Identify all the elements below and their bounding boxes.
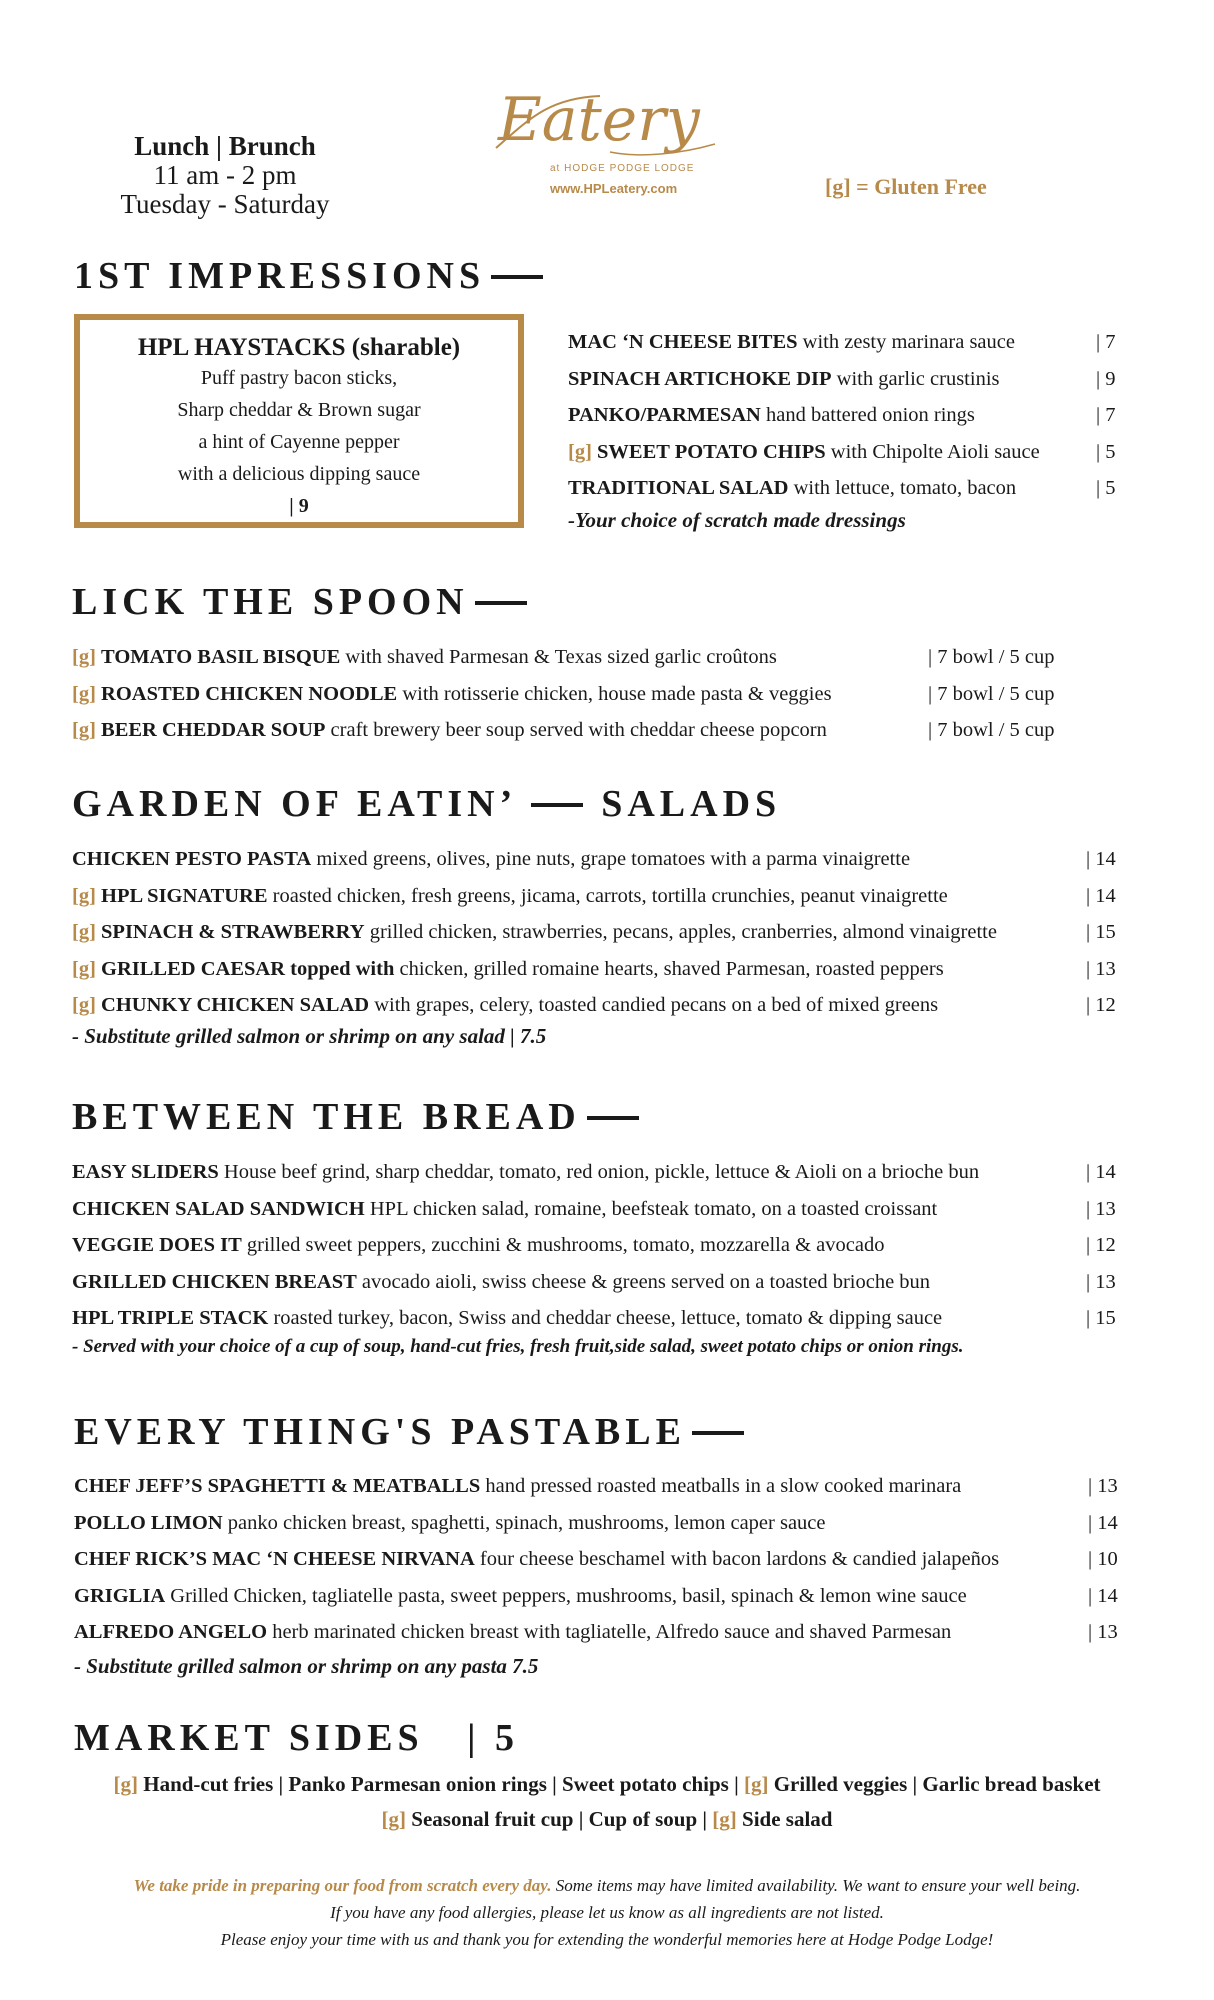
section-title-bread xyxy=(72,1095,639,1139)
menu-item-desc: hand battered onion rings xyxy=(765,404,975,426)
hours-days: Tuesday - Saturday xyxy=(120,189,330,219)
impressions-note: -Your choice of scratch made dressings xyxy=(568,508,906,532)
menu-item xyxy=(72,882,948,910)
gf-mark: [g] xyxy=(72,957,96,980)
section-title-pasta xyxy=(74,1410,744,1454)
menu-item-name: CHICKEN PESTO PASTA xyxy=(72,848,312,870)
menu-item-price: | 12 xyxy=(1086,994,1116,1016)
menu-item xyxy=(568,474,1016,502)
menu-item-name: CHEF RICK’S MAC ‘N CHEESE NIRVANA xyxy=(74,1548,475,1570)
haystacks-line: with a delicious dipping sauce xyxy=(177,463,421,485)
menu-item-desc: HPL chicken salad, romaine, beefsteak tomato, on a toasted croissant xyxy=(369,1197,938,1220)
menu-item xyxy=(74,1582,967,1610)
menu-item xyxy=(74,1509,826,1537)
hours-title: Lunch | Brunch xyxy=(134,131,316,161)
menu-item-name: GRIGLIA xyxy=(74,1584,166,1607)
menu-item-price: | 7 bowl / 5 cup xyxy=(928,719,1055,741)
hours-time: 11 am - 2 pm xyxy=(153,160,297,190)
menu-item-desc: roasted turkey, bacon, Swiss and cheddar cheese, lettuce, tomato & dipping sauce xyxy=(273,1307,943,1329)
menu-item-price: | 13 xyxy=(1088,1475,1118,1497)
menu-item-desc: grilled sweet peppers, zucchini & mushrooms, tomato, mozzarella & avocado xyxy=(246,1234,885,1256)
menu-item-price: | 12 xyxy=(1086,1234,1116,1256)
section-title-text: LICK THE SPOON xyxy=(72,581,469,623)
haystacks-line: a hint of Cayenne pepper xyxy=(198,431,400,453)
menu-item-price: | 14 xyxy=(1086,884,1116,907)
menu-item-name: CHUNKY CHICKEN SALAD xyxy=(101,994,370,1016)
gf-mark: [g] xyxy=(825,174,851,199)
eatery-logo-script xyxy=(490,78,730,168)
footer-text: Some items may have limited availability. We want to ensure your well being. xyxy=(555,1876,1081,1895)
section-title-text: MARKET SIDES xyxy=(74,1717,424,1759)
menu-item-price: | 14 xyxy=(1086,848,1116,870)
gf-mark: [g] xyxy=(72,682,96,705)
menu-item xyxy=(72,1268,930,1296)
menu-item-price: | 10 xyxy=(1088,1548,1118,1570)
menu-item-desc: hand pressed roasted meatballs in a slow cooked marinara xyxy=(485,1475,962,1497)
menu-item-name: HPL TRIPLE STACK xyxy=(72,1307,269,1329)
bread-note: - Served with your choice of a cup of soup, hand-cut fries, fresh fruit,side salad, sweet potato chips or onion rings. xyxy=(72,1336,964,1357)
menu-item-desc: chicken, grilled romaine hearts, shaved Parmesan, roasted peppers xyxy=(399,957,944,980)
section-title-text: BETWEEN THE BREAD xyxy=(72,1096,581,1138)
menu-item-desc: herb marinated chicken breast with tagliatelle, Alfredo sauce and shaved Parmesan xyxy=(272,1621,952,1643)
menu-item-price: | 15 xyxy=(1086,1307,1116,1329)
menu-item-name: TRADITIONAL SALAD xyxy=(568,477,789,499)
hours-block xyxy=(90,132,360,219)
menu-item-name: MAC ‘N CHEESE BITES xyxy=(568,331,798,353)
section-title-soups xyxy=(72,580,527,624)
menu-item-desc: craft brewery beer soup served with cheddar cheese popcorn xyxy=(330,719,827,741)
menu-item xyxy=(72,680,832,708)
menu-item-price: | 7 bowl / 5 cup xyxy=(928,682,1055,705)
footer-line-3: Please enjoy your time with us and thank you for extending the wonderful memories here at Hodge Podge Lodge! xyxy=(220,1930,994,1949)
logo-wordmark: Eatery xyxy=(498,85,700,155)
menu-item xyxy=(72,991,938,1019)
menu-item xyxy=(72,845,910,873)
title-dash xyxy=(692,1431,744,1435)
menu-item-name: CHEF JEFF’S SPAGHETTI & MEATBALLS xyxy=(74,1475,481,1497)
menu-item-price: | 15 xyxy=(1086,921,1116,943)
menu-item-price: | 7 xyxy=(1096,331,1116,353)
menu-item-desc: with rotisserie chicken, house made pasta & veggies xyxy=(402,682,832,705)
menu-item xyxy=(72,955,944,983)
menu-item-price: | 14 xyxy=(1088,1584,1118,1607)
haystacks-line: Puff pastry bacon sticks, xyxy=(200,367,398,389)
menu-item-desc: panko chicken breast, spaghetti, spinach, mushrooms, lemon caper sauce xyxy=(227,1511,826,1534)
sides-price: | 5 xyxy=(467,1717,520,1759)
gf-mark: [g] xyxy=(743,1772,769,1796)
menu-item-name: SPINACH ARTICHOKE DIP xyxy=(568,367,832,390)
menu-item xyxy=(72,1195,937,1223)
menu-item xyxy=(72,716,827,744)
title-dash xyxy=(587,1116,639,1120)
section-title-text-2: SALADS xyxy=(601,783,782,825)
menu-item xyxy=(568,438,1040,466)
title-dash xyxy=(491,275,543,279)
section-title-text: 1ST IMPRESSIONS xyxy=(74,255,486,297)
menu-item-name: TOMATO BASIL BISQUE xyxy=(101,646,341,668)
sides-line-1 xyxy=(0,1772,1214,1797)
menu-item-price: | 13 xyxy=(1086,1197,1116,1220)
menu-item-price: | 7 xyxy=(1096,404,1116,426)
title-dash xyxy=(475,601,527,605)
menu-item-name: POLLO LIMON xyxy=(74,1511,223,1534)
haystacks-title: HPL HAYSTACKS (sharable) xyxy=(137,334,461,361)
menu-item-desc: with lettuce, tomato, bacon xyxy=(793,477,1017,499)
menu-item-name: SPINACH & STRAWBERRY xyxy=(101,921,365,943)
menu-item-name: ROASTED CHICKEN NOODLE xyxy=(101,682,398,705)
eatery-logo xyxy=(490,78,730,208)
logo-subtitle: at HODGE PODGE LODGE xyxy=(550,163,695,174)
gluten-free-legend xyxy=(825,174,987,200)
menu-item-desc: Grilled Chicken, tagliatelle pasta, sweet peppers, mushrooms, basil, spinach & lemon wine sauce xyxy=(170,1584,967,1607)
gf-mark: [g] xyxy=(568,440,592,463)
gf-mark: [g] xyxy=(72,646,96,668)
section-title-text: EVERY THING'S PASTABLE xyxy=(74,1411,686,1453)
menu-item-desc: grilled chicken, strawberries, pecans, apples, cranberries, almond vinaigrette xyxy=(369,921,997,943)
footer-line-2: If you have any food allergies, please let us know as all ingredients are not listed. xyxy=(330,1903,884,1922)
menu-item-price: | 13 xyxy=(1086,957,1116,980)
gf-mark: [g] xyxy=(72,719,96,741)
menu-item xyxy=(74,1472,961,1500)
sides-text: Seasonal fruit cup | Cup of soup | xyxy=(411,1807,708,1831)
menu-item-price: | 13 xyxy=(1086,1270,1116,1293)
menu-item-name: GRILLED CAESAR topped with xyxy=(101,957,395,980)
menu-item-desc: with grapes, celery, toasted candied pecans on a bed of mixed greens xyxy=(374,994,939,1016)
website-link[interactable]: www.HPLeatery.com xyxy=(550,181,678,196)
menu-item xyxy=(72,1158,979,1186)
menu-item-price: | 7 bowl / 5 cup xyxy=(928,646,1055,668)
menu-item xyxy=(568,328,1015,356)
sides-text: Side salad xyxy=(742,1807,833,1831)
sides-text: Hand-cut fries | Panko Parmesan onion rings | Sweet potato chips | xyxy=(143,1772,739,1796)
menu-item-desc: roasted chicken, fresh greens, jicama, carrots, tortilla crunchies, peanut vinaigrette xyxy=(272,884,948,907)
menu-item-name: ALFREDO ANGELO xyxy=(74,1621,268,1643)
menu-item-desc: House beef grind, sharp cheddar, tomato, red onion, pickle, lettuce & Aioli on a brioche bun xyxy=(223,1161,980,1183)
haystacks-box xyxy=(74,314,524,528)
section-title-text: GARDEN OF EATIN’ xyxy=(72,783,518,825)
menu-item-price: | 14 xyxy=(1088,1511,1118,1534)
section-title-impressions xyxy=(74,254,543,298)
menu-item xyxy=(74,1545,999,1573)
menu-item-price: | 5 xyxy=(1096,440,1116,463)
menu-item xyxy=(568,401,975,429)
section-title-salads xyxy=(72,782,781,826)
gf-mark: [g] xyxy=(113,1772,138,1796)
menu-item-desc: with garlic crustinis xyxy=(836,367,1000,390)
footer-line-1 xyxy=(0,1876,1214,1896)
menu-item-price: | 13 xyxy=(1088,1621,1118,1643)
menu-item-desc: avocado aioli, swiss cheese & greens served on a toasted brioche bun xyxy=(361,1270,931,1293)
menu-item-price: | 5 xyxy=(1096,477,1116,499)
menu-item xyxy=(72,918,997,946)
menu-item-name: EASY SLIDERS xyxy=(72,1161,219,1183)
menu-item-name: HPL SIGNATURE xyxy=(101,884,268,907)
menu-item-name: GRILLED CHICKEN BREAST xyxy=(72,1270,357,1293)
gf-mark: [g] xyxy=(381,1807,407,1831)
haystacks-price: | 9 xyxy=(289,495,309,517)
gf-mark: [g] xyxy=(72,884,96,907)
menu-item-name: CHICKEN SALAD SANDWICH xyxy=(72,1197,365,1220)
sides-line-2 xyxy=(0,1807,1214,1832)
sides-text: Grilled veggies | Garlic bread basket xyxy=(773,1772,1101,1796)
menu-item xyxy=(568,365,1000,393)
menu-item-name: SWEET POTATO CHIPS xyxy=(597,440,826,463)
gf-mark: [g] xyxy=(712,1807,737,1831)
menu-item xyxy=(74,1618,951,1646)
menu-item-desc: mixed greens, olives, pine nuts, grape tomatoes with a parma vinaigrette xyxy=(316,848,911,870)
menu-item-desc: with zesty marinara sauce xyxy=(802,331,1015,353)
gf-mark: [g] xyxy=(72,994,96,1016)
gf-mark: [g] xyxy=(72,921,96,943)
menu-item-name: PANKO/PARMESAN xyxy=(568,404,761,426)
menu-item-desc: with shaved Parmesan & Texas sized garlic croûtons xyxy=(345,646,777,668)
menu-item-desc: four cheese beschamel with bacon lardons & candied jalapeños xyxy=(479,1548,1000,1570)
footer-accent: We take pride in preparing our food from scratch every day. xyxy=(133,1876,552,1895)
menu-item-desc: with Chipolte Aioli sauce xyxy=(830,440,1040,463)
title-dash xyxy=(531,803,583,807)
menu-item-name: BEER CHEDDAR SOUP xyxy=(101,719,326,741)
menu-item xyxy=(72,643,777,671)
menu-item-name: VEGGIE DOES IT xyxy=(72,1234,242,1256)
menu-item xyxy=(72,1231,884,1259)
menu-item-price: | 9 xyxy=(1096,367,1116,390)
salads-note: - Substitute grilled salmon or shrimp on any salad | 7.5 xyxy=(72,1024,547,1048)
pasta-note: - Substitute grilled salmon or shrimp on any pasta 7.5 xyxy=(74,1654,539,1678)
haystacks-line: Sharp cheddar & Brown sugar xyxy=(177,399,421,421)
section-title-sides xyxy=(74,1716,519,1760)
menu-item-price: | 14 xyxy=(1086,1161,1116,1183)
menu-item xyxy=(72,1304,942,1332)
gf-text: = Gluten Free xyxy=(856,174,987,199)
